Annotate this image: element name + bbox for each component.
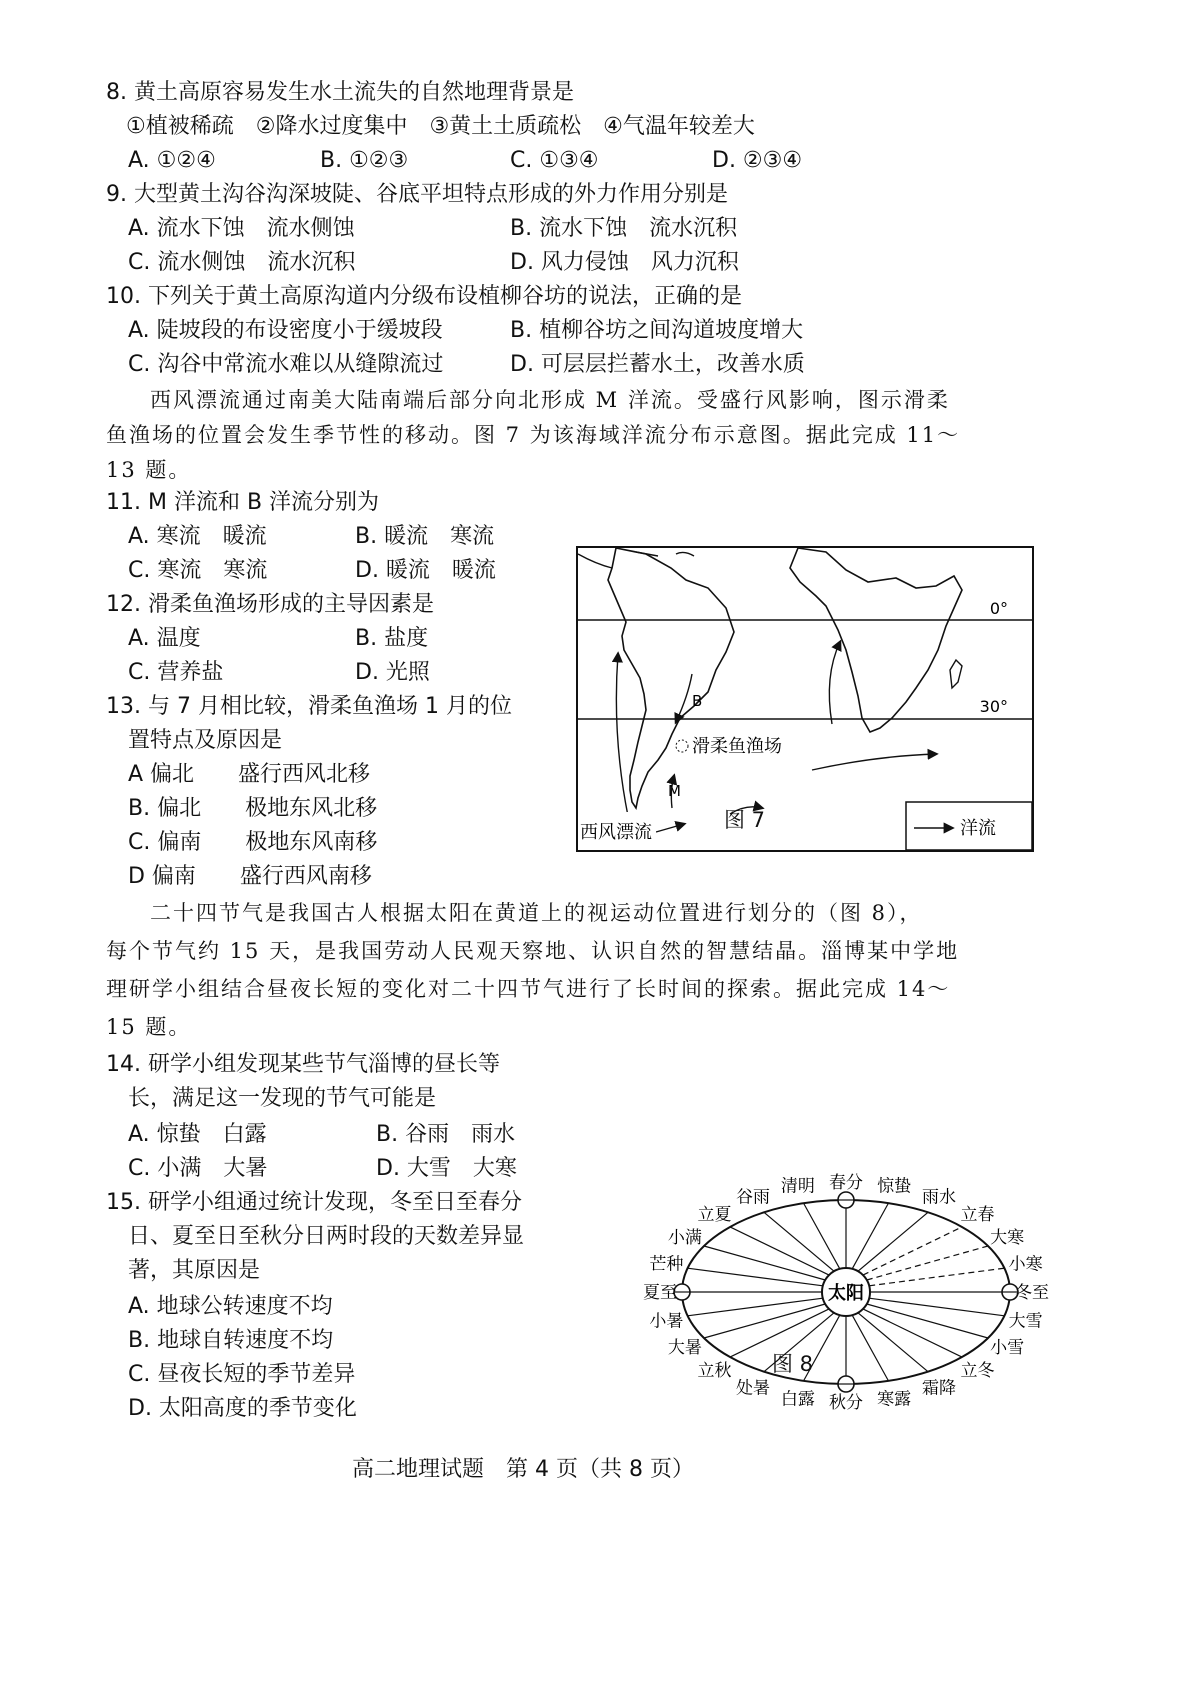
solar-term-label: 夏至	[643, 1283, 677, 1303]
solar-term-line	[688, 1298, 823, 1316]
solar-term-label: 大雪	[1008, 1311, 1043, 1332]
q8-option-b: B. ①②③	[320, 148, 409, 173]
solar-term-label: 秋分	[829, 1393, 863, 1413]
q15-option-c: C. 昼夜长短的季节差异	[128, 1362, 356, 1387]
solar-term-line	[858, 1212, 928, 1271]
q12-option-b: B. 盐度	[355, 626, 429, 651]
current-m-label: M	[668, 782, 681, 800]
solar-term-label: 雨水	[922, 1187, 956, 1208]
figure8-caption: 图 8	[772, 1352, 814, 1376]
q13-option-c: C. 偏南 极地东风南移	[128, 830, 378, 855]
q12-option-c: C. 营养盐	[128, 660, 224, 685]
page-footer: 高二地理试题 第 4 页（共 8 页）	[352, 1457, 694, 1482]
q14-option-a: A. 惊蛰 白露	[128, 1122, 267, 1147]
solar-term-line	[869, 1298, 1004, 1316]
legend-label: 洋流	[960, 818, 996, 839]
sun-label: 太阳	[828, 1283, 864, 1304]
q10-option-b: B. 植柳谷坊之间沟道坡度增大	[510, 318, 804, 343]
q8-option-a: A. ①②④	[128, 148, 216, 173]
q14-stem-line1: 14. 研学小组发现某些节气淄博的昼长等	[106, 1052, 500, 1077]
q13-stem-line2: 置特点及原因是	[128, 728, 283, 753]
q11-option-b: B. 暖流 寒流	[355, 524, 495, 549]
q12-stem: 12. 滑柔鱼渔场形成的主导因素是	[106, 592, 434, 617]
q13-option-d: D 偏南 盛行西风南移	[128, 864, 372, 889]
solar-term-label: 处暑	[736, 1378, 770, 1399]
solar-term-line	[852, 1315, 888, 1381]
intro1-line2: 鱼渔场的位置会发生季节性的移动。图 7 为该海域洋流分布示意图。据此完成 11～	[106, 423, 961, 447]
solar-term-label: 大暑	[667, 1338, 702, 1358]
solar-term-label: 小满	[667, 1228, 702, 1248]
q9-option-a: A. 流水下蚀 流水侧蚀	[128, 216, 355, 241]
solar-term-line	[804, 1203, 840, 1269]
intro2-line2: 每个节气约 15 天，是我国劳动人民观天察地、认识自然的智慧结晶。淄博某中学地	[106, 939, 960, 963]
q10-option-a: A. 陡坡段的布设密度小于缓坡段	[128, 318, 443, 343]
westwind-drift-label: 西风漂流	[580, 822, 652, 843]
q15-stem-line2: 日、夏至日至秋分日两时段的天数差异显	[128, 1224, 525, 1249]
q8-stem: 8. 黄土高原容易发生水土流失的自然地理背景是	[106, 80, 574, 105]
solar-term-label: 立冬	[960, 1360, 995, 1381]
q8-items: ①植被稀疏 ②降水过度集中 ③黄土土质疏松 ④气温年较差大	[126, 114, 755, 139]
q13-option-b: B. 偏北 极地东风北移	[128, 796, 378, 821]
fishery-label: 滑柔鱼渔场	[692, 736, 782, 757]
ocean-current-map	[576, 546, 1034, 852]
figure7-caption: 图 7	[724, 808, 766, 832]
solar-terms-diagram	[622, 1138, 1072, 1440]
q13-stem-line1: 13. 与 7 月相比较，滑柔鱼渔场 1 月的位	[106, 694, 512, 719]
solar-term-label: 谷雨	[736, 1187, 770, 1208]
q14-stem-line2: 长，满足这一发现的节气可能是	[128, 1086, 437, 1111]
intro1-line3: 13 题。	[106, 458, 192, 482]
q15-option-b: B. 地球自转速度不均	[128, 1328, 334, 1353]
solar-term-line	[863, 1309, 962, 1357]
solar-term-line	[863, 1227, 962, 1275]
solar-term-label: 小寒	[1008, 1254, 1043, 1275]
solar-term-line	[688, 1268, 823, 1286]
solar-term-line	[704, 1304, 825, 1338]
solar-term-line	[730, 1227, 829, 1275]
q9-option-b: B. 流水下蚀 流水沉积	[510, 216, 738, 241]
q11-option-c: C. 寒流 寒流	[128, 558, 268, 583]
solar-term-label: 春分	[829, 1173, 863, 1193]
solar-term-label: 立秋	[697, 1360, 732, 1381]
q12-option-d: D. 光照	[355, 660, 430, 685]
q10-option-c: C. 沟谷中常流水难以从缝隙流过	[128, 352, 444, 377]
q8-option-c: C. ①③④	[510, 148, 599, 173]
solar-term-line	[704, 1246, 825, 1280]
q14-option-c: C. 小满 大暑	[128, 1156, 268, 1181]
intro2-line3: 理研学小组结合昼夜长短的变化对二十四节气进行了长时间的探索。据此完成 14～	[106, 977, 951, 1001]
q12-option-a: A. 温度	[128, 626, 201, 651]
intro2-line4: 15 题。	[106, 1015, 192, 1039]
intro2-line1: 二十四节气是我国古人根据太阳在黄道上的视运动位置进行划分的（图 8），	[150, 901, 923, 925]
solar-term-line	[869, 1268, 1004, 1286]
solar-term-label: 清明	[780, 1176, 815, 1197]
solar-term-label: 白露	[780, 1389, 815, 1410]
latitude-30-label: 30°	[979, 697, 1008, 716]
q9-option-d: D. 风力侵蚀 风力沉积	[510, 250, 739, 275]
solar-term-label: 寒露	[877, 1389, 912, 1410]
solar-term-label: 立夏	[697, 1205, 732, 1226]
q10-stem: 10. 下列关于黄土高原沟道内分级布设植柳谷坊的说法，正确的是	[106, 284, 742, 309]
equator-label: 0°	[989, 599, 1008, 618]
solar-term-line	[764, 1212, 834, 1271]
solar-term-line	[852, 1203, 888, 1269]
solar-term-label: 惊蛰	[877, 1176, 912, 1197]
intro1-line1: 西风漂流通过南美大陆南端后部分向北形成 M 洋流。受盛行风影响，图示滑柔	[150, 388, 950, 412]
solar-term-label: 立春	[960, 1205, 995, 1226]
solar-term-label: 冬至	[1015, 1283, 1049, 1303]
solar-term-label: 大寒	[990, 1228, 1025, 1248]
q15-option-d: D. 太阳高度的季节变化	[128, 1396, 357, 1421]
q15-option-a: A. 地球公转速度不均	[128, 1294, 333, 1319]
q10-option-d: D. 可层层拦蓄水土，改善水质	[510, 352, 805, 377]
q8-option-d: D. ②③④	[712, 148, 803, 173]
solar-term-label: 芒种	[649, 1254, 684, 1275]
solar-term-label: 小雪	[990, 1338, 1025, 1358]
q9-stem: 9. 大型黄土沟谷沟深坡陡、谷底平坦特点形成的外力作用分别是	[106, 182, 728, 207]
q13-option-a: A 偏北 盛行西风北移	[128, 762, 371, 787]
current-b-label: B	[692, 692, 703, 710]
q14-option-b: B. 谷雨 雨水	[376, 1122, 516, 1147]
q11-option-d: D. 暖流 暖流	[355, 558, 496, 583]
solar-term-line	[867, 1304, 988, 1338]
q15-stem-line1: 15. 研学小组通过统计发现，冬至日至春分	[106, 1190, 522, 1215]
solar-term-line	[858, 1313, 928, 1372]
q14-option-d: D. 大雪 大寒	[376, 1156, 517, 1181]
solar-term-line	[867, 1246, 988, 1280]
solar-term-label: 霜降	[922, 1378, 956, 1399]
q15-stem-line3: 著，其原因是	[128, 1258, 261, 1283]
q9-option-c: C. 流水侧蚀 流水沉积	[128, 250, 356, 275]
q11-option-a: A. 寒流 暖流	[128, 524, 267, 549]
solar-term-label: 小暑	[649, 1311, 684, 1332]
q11-stem: 11. M 洋流和 B 洋流分别为	[106, 490, 380, 515]
